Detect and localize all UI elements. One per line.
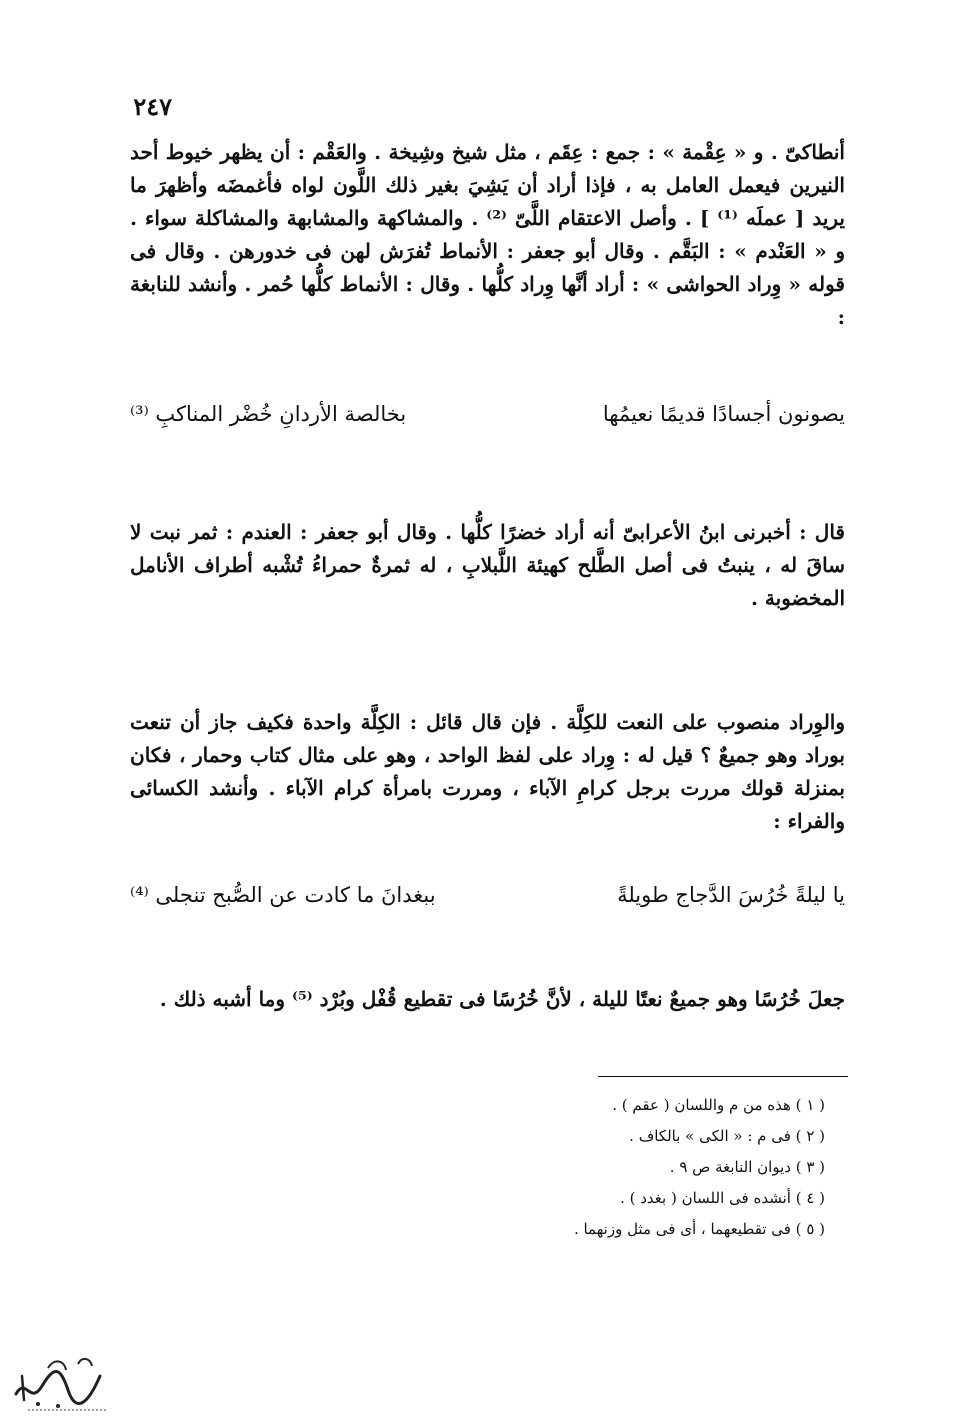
verse-second-hemistich: بخالصة الأردانِ خُضْر المناكبِ ⁽³⁾	[130, 402, 407, 426]
paragraph-text: قال : أخبرنى ابنُ الأعرابىّ أنه أراد خضرًا كلُّها . وقال أبو جعفر : العندم : ثمر نبت لا ساقَ له ، ينبتُ فى أصل الطَّلح كهيئة اللَّبلابِ ، له ثمرةٌ حمراءُ تُشْبه أطراف الأنامل المخضوبة .	[130, 520, 845, 610]
watermark-logo-icon	[8, 1346, 118, 1416]
paragraph-1	[130, 136, 845, 334]
footnote-separator	[598, 1076, 848, 1077]
paragraph-text: أنطاكىّ . و « عِقْمة » : جمع : عِقَم ، مثل شيخ وشِيخة . والعَقْم : أن يظهر خيوط أحد النيرين فيعمل العامل به ، فإذا أراد أن يَشِيَ بغير ذلك اللَّون لواه فأغمضَه وأظهرَ ما يريد [ عملَه ⁽¹⁾ ] . وأصل الاعتقام اللَّىّ ⁽²⁾ . والمشاكهة والمشابهة والمشاكلة سواء . و « العَنْدم » : البَقَّم . وقال أبو جعفر : الأنماط تُفرَش لهن فى خدورهن . وقال فى قوله « وِراد الحواشى » : أراد أنَّها وِراد كلُّها . وقال : الأنماط كلُّها حُمر . وأنشد للنابغة :	[130, 140, 845, 329]
verse-1	[130, 402, 845, 426]
footnote-item: ( ٥ ) فى تقطيعهما ، أى فى مثل وزنهما .	[573, 1220, 825, 1238]
verse-second-hemistich: ببغدانَ ما كادت عن الصُّبح تنجلى ⁽⁴⁾	[130, 883, 436, 907]
footnotes	[495, 1090, 825, 1245]
calligraphy-watermark-logo	[8, 1346, 118, 1416]
verse-2	[130, 883, 845, 907]
paragraph-2	[130, 516, 845, 615]
verse-first-hemistich: يا ليلةً خُرُسَ الدَّجاج طويلةً	[617, 883, 845, 907]
footnote-item: ( ١ ) هذه من م واللسان ( عقم ) .	[612, 1096, 825, 1114]
paragraph-text: والوِراد منصوب على النعت للكِلَّة . فإن قال قائل : الكِلَّة واحدة فكيف جاز أن تنعت بوراد وهو جميعٌ ؟ قيل له : وِراد على لفظ الواحد ، وهو على مثال كتاب وحمار ، فكان بمنزلة قولك مررت برجل كرامِ الآباء ، ومررت بامرأة كرام الآباء . وأنشد الكسائى والفراء :	[130, 710, 845, 833]
paragraph-3	[130, 706, 845, 838]
page-number: ٢٤٧	[133, 92, 172, 121]
footnote-item: ( ٤ ) أنشده فى اللسان ( بغدد ) .	[620, 1189, 825, 1207]
paragraph-text: جعلَ خُرُسًا وهو جميعٌ نعتًا لليلة ، لأنَّ خُرُسًا فى تقطيع قُفْل وبُرْد ⁽⁵⁾ وما أشبه ذلك .	[159, 987, 845, 1011]
verse-first-hemistich: يصونون أجسادًا قديمًا نعيمُها	[602, 402, 845, 426]
footnote-item: ( ٣ ) ديوان النابغة ص ٩ .	[669, 1158, 825, 1176]
paragraph-4	[130, 983, 845, 1016]
footnote-item: ( ٢ ) فى م : « الكى » بالكاف .	[629, 1127, 825, 1145]
